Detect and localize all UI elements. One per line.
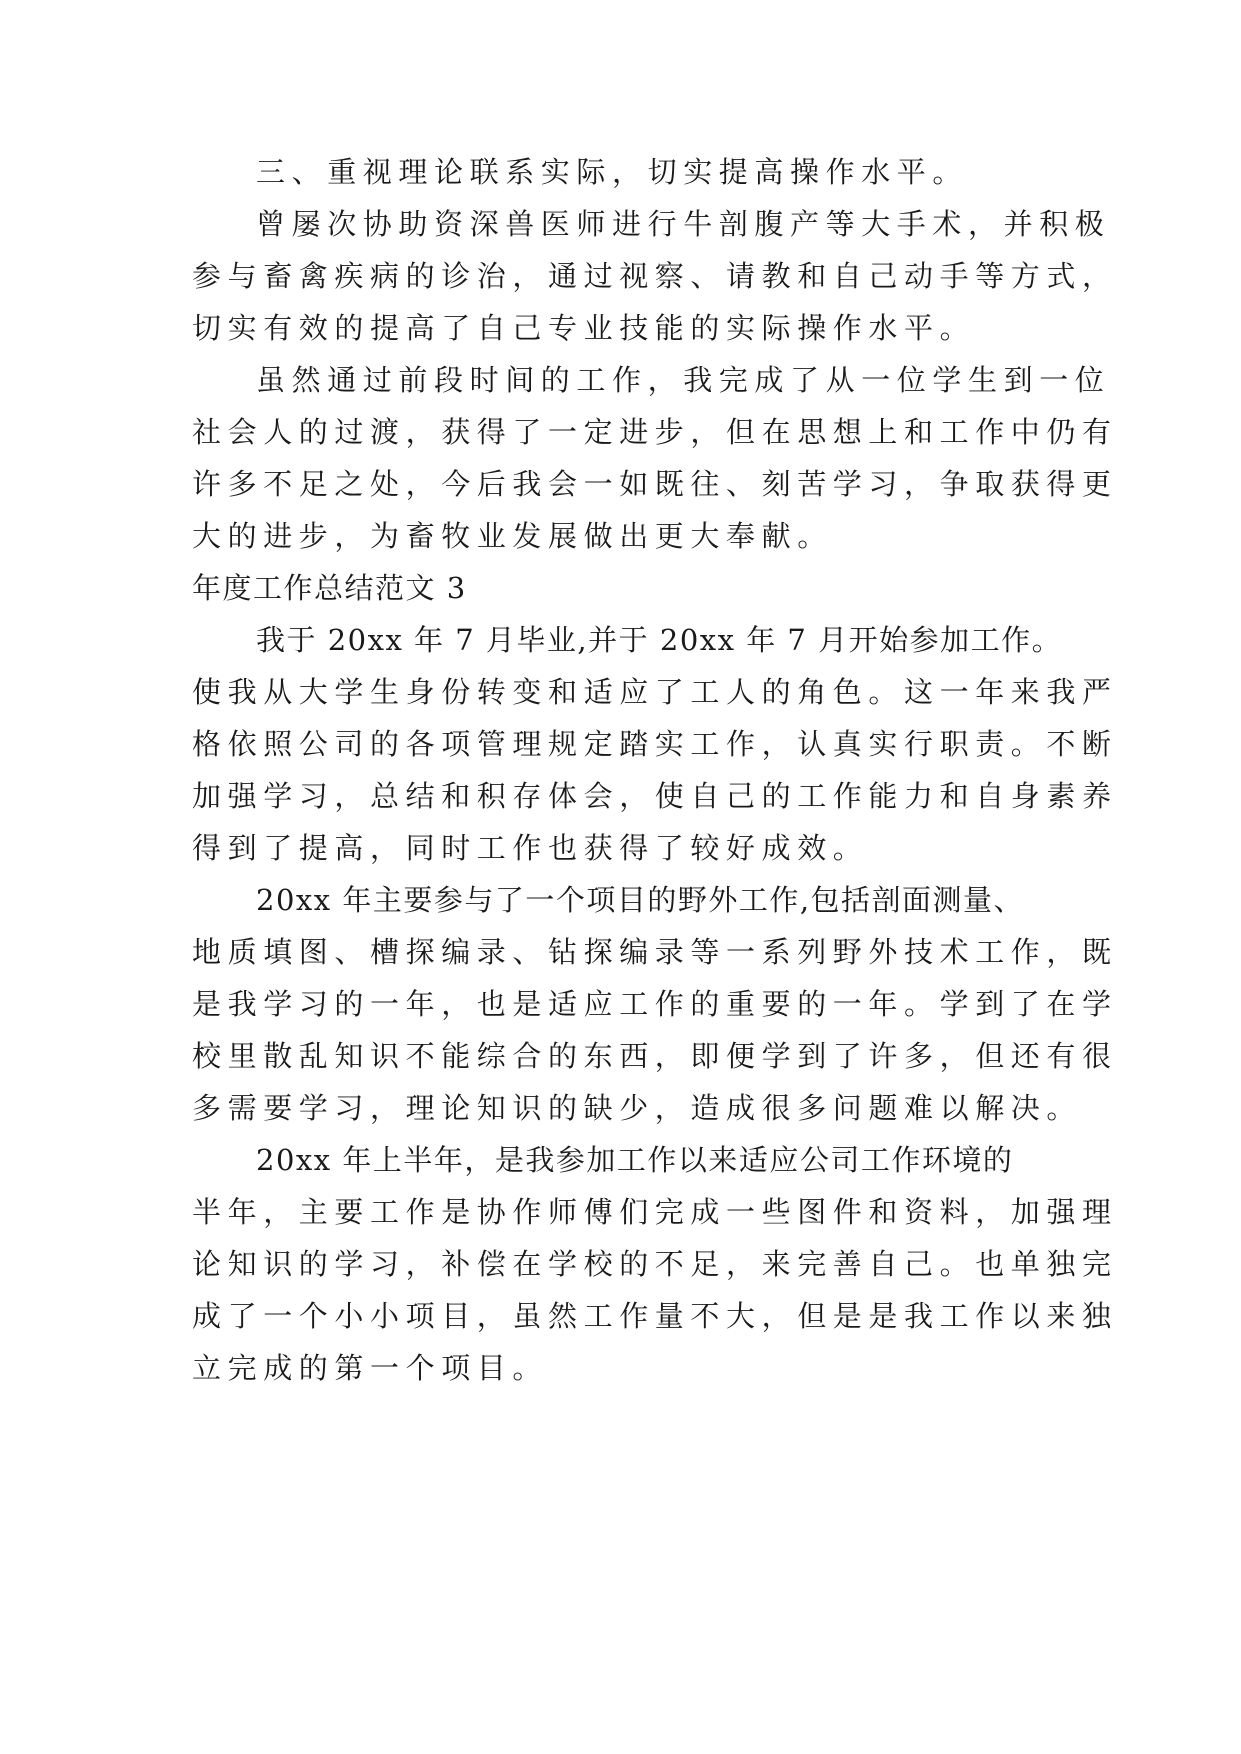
document-title: 年度工作总结范文 3 — [192, 571, 467, 605]
paragraph-line: 大的进步，为畜牧业发展做出更大奉献。 — [192, 519, 833, 553]
paragraph-line: 论知识的学习，补偿在学校的不足，来完善自己。也单独完 — [192, 1247, 1118, 1281]
paragraph-line: 半年，主要工作是协作师傅们完成一些图件和资料，加强理 — [192, 1195, 1118, 1229]
paragraph-line: 社会人的过渡，获得了一定进步，但在思想上和工作中仍有 — [192, 415, 1118, 449]
paragraph-line: 地质填图、槽探编录、钻探编录等一系列野外技术工作，既 — [192, 935, 1118, 969]
paragraph-line: 20xx 年上半年，是我参加工作以来适应公司工作环境的 — [256, 1143, 1014, 1177]
paragraph-line: 是我学习的一年，也是适应工作的重要的一年。学到了在学 — [192, 987, 1118, 1021]
paragraph-line: 使我从大学生身份转变和适应了工人的角色。这一年来我严 — [192, 675, 1118, 709]
paragraph-line: 许多不足之处，今后我会一如既往、刻苦学习，争取获得更 — [192, 467, 1118, 501]
paragraph-line: 校里散乱知识不能综合的东西，即便学到了许多，但还有很 — [192, 1039, 1118, 1073]
paragraph-line: 加强学习，总结和积存体会，使自己的工作能力和自身素养 — [192, 779, 1118, 813]
paragraph-line: 虽然通过前段时间的工作，我完成了从一位学生到一位 — [256, 363, 1111, 397]
paragraph-line: 格依照公司的各项管理规定踏实工作，认真实行职责。不断 — [192, 727, 1118, 761]
paragraph-line: 得到了提高，同时工作也获得了较好成效。 — [192, 831, 869, 865]
paragraph-line: 我于 20xx 年 7 月毕业,并于 20xx 年 7 月开始参加工作。 — [256, 623, 1063, 657]
paragraph-line: 切实有效的提高了自己专业技能的实际操作水平。 — [192, 311, 976, 345]
section-heading-line: 三、重视理论联系实际，切实提高操作水平。 — [256, 155, 969, 189]
paragraph-line: 参与畜禽疾病的诊治，通过视察、请教和自己动手等方式， — [192, 259, 1118, 293]
paragraph-line: 曾屡次协助资深兽医师进行牛剖腹产等大手术，并积极 — [256, 207, 1111, 241]
paragraph-line: 成了一个小小项目，虽然工作量不大，但是是我工作以来独 — [192, 1299, 1118, 1333]
paragraph-line: 多需要学习，理论知识的缺少，造成很多问题难以解决。 — [192, 1091, 1083, 1125]
paragraph-line: 20xx 年主要参与了一个项目的野外工作,包括剖面测量、 — [256, 883, 1025, 917]
paragraph-line: 立完成的第一个项目。 — [192, 1351, 549, 1385]
